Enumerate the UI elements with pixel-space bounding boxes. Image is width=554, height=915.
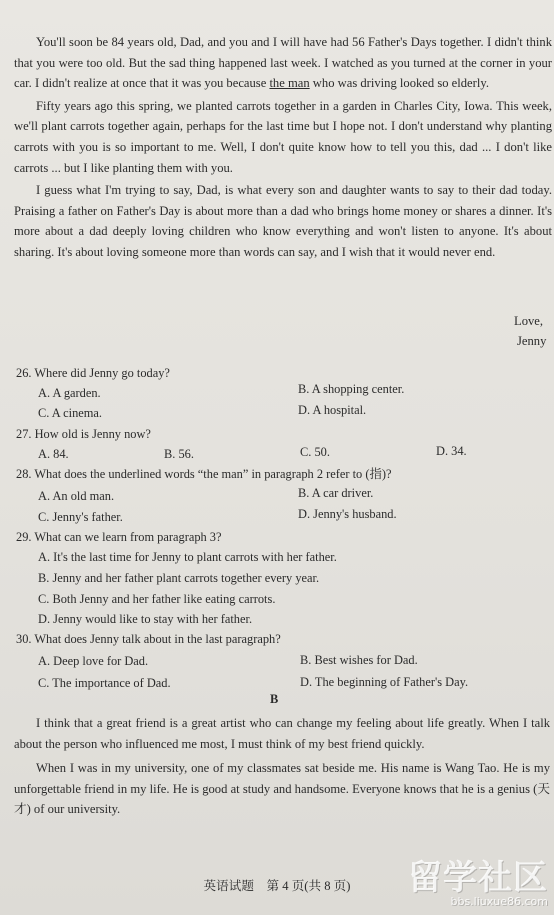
q27-option-c: C. 50. — [300, 445, 330, 459]
passage-b-paragraph-2: When I was in my university, one of my classmates sat beside me. His name is Wang Tao. He is my unforgettable friend in my life. He is good at study and handsome. Everyone knows that he is a genius (天才) of our university. — [14, 761, 550, 817]
q29-option-d: D. Jenny would like to stay with her father. — [38, 612, 253, 626]
q30-option-c: C. The importance of Dad. — [38, 676, 171, 690]
q30-option-b: B. Best wishes for Dad. — [300, 653, 418, 667]
watermark-logo: 留学社区 — [408, 858, 548, 898]
passage-a — [14, 32, 552, 263]
closing-love: Love, — [514, 314, 544, 328]
q27-option-b: B. 56. — [164, 447, 194, 461]
passage-a-paragraph-3: I guess what I'm trying to say, Dad, is what every son and daughter wants to say to their dad today. Praising a father on Father's Day is about more than a dad who brings home money or shares a dinner. It's more about a dad deeply loving children who know everything and won't listen to anyone. It's about sharing. It's about loving someone more than words can say, and I wish that it would never end. — [14, 183, 552, 259]
q30-option-d: D. The beginning of Father's Day. — [300, 675, 469, 689]
question-29: 29. What can we learn from paragraph 3? — [16, 530, 222, 544]
question-30: 30. What does Jenny talk about in the last paragraph? — [16, 632, 281, 646]
signature-jenny: Jenny — [517, 334, 547, 348]
q26-option-a: A. A garden. — [38, 386, 101, 400]
passage-a-paragraph-2: Fifty years ago this spring, we planted carrots together in a garden in Charles City, Iowa. This week, we'll plant carrots together again, perhaps for the last time but I hope not. I don't understand why planting carrots with you is so important to me. Well, I don't quite know how to tell you this, dad ... I don't like carrots ... but I like planting them with you. — [14, 98, 552, 175]
q28-option-c: C. Jenny's father. — [38, 510, 123, 524]
q28-option-a: A. An old man. — [38, 489, 115, 503]
passage-a-paragraph-1: You'll soon be 84 years old, Dad, and you and I will have had 56 Father's Days together. I didn't think that you were too old. But the sad thing happened last week. I watched as you turned at the corner in your car. I didn't realize at once that it was you because the man who was driving looked so elderly. — [14, 35, 552, 91]
question-27: 27. How old is Jenny now? — [16, 427, 151, 441]
q28-option-d: D. Jenny's husband. — [298, 507, 397, 521]
q29-option-c: C. Both Jenny and her father like eating carrots. — [38, 592, 276, 606]
section-b-heading: B — [270, 692, 279, 706]
passage-b-paragraph-1: I think that a great friend is a great artist who can change my feeling about life greatly. When I talk about the person who influenced me most, I must think of my best friend quickly. — [14, 716, 550, 751]
q27-option-d: D. 34. — [436, 444, 467, 458]
q26-option-b: B. A shopping center. — [298, 382, 405, 396]
question-26: 26. Where did Jenny go today? — [16, 366, 170, 380]
watermark-url: bbs.liuxue86.com — [450, 895, 548, 908]
q29-option-b: B. Jenny and her father plant carrots together every year. — [38, 571, 320, 585]
watermark — [398, 860, 548, 912]
q26-option-d: D. A hospital. — [298, 403, 367, 417]
q28-option-b: B. A car driver. — [298, 486, 374, 500]
page-footer: 英语试题 第 4 页(共 8 页) — [203, 879, 351, 893]
underlined-the-man: the man — [269, 76, 310, 91]
q30-option-a: A. Deep love for Dad. — [38, 654, 149, 668]
passage-b — [14, 713, 550, 820]
q29-option-a: A. It's the last time for Jenny to plant carrots with her father. — [38, 550, 337, 564]
q26-option-c: C. A cinema. — [38, 406, 103, 420]
question-28: 28. What does the underlined words “the man” in paragraph 2 refer to (指)? — [16, 467, 392, 481]
q27-option-a: A. 84. — [38, 447, 69, 461]
